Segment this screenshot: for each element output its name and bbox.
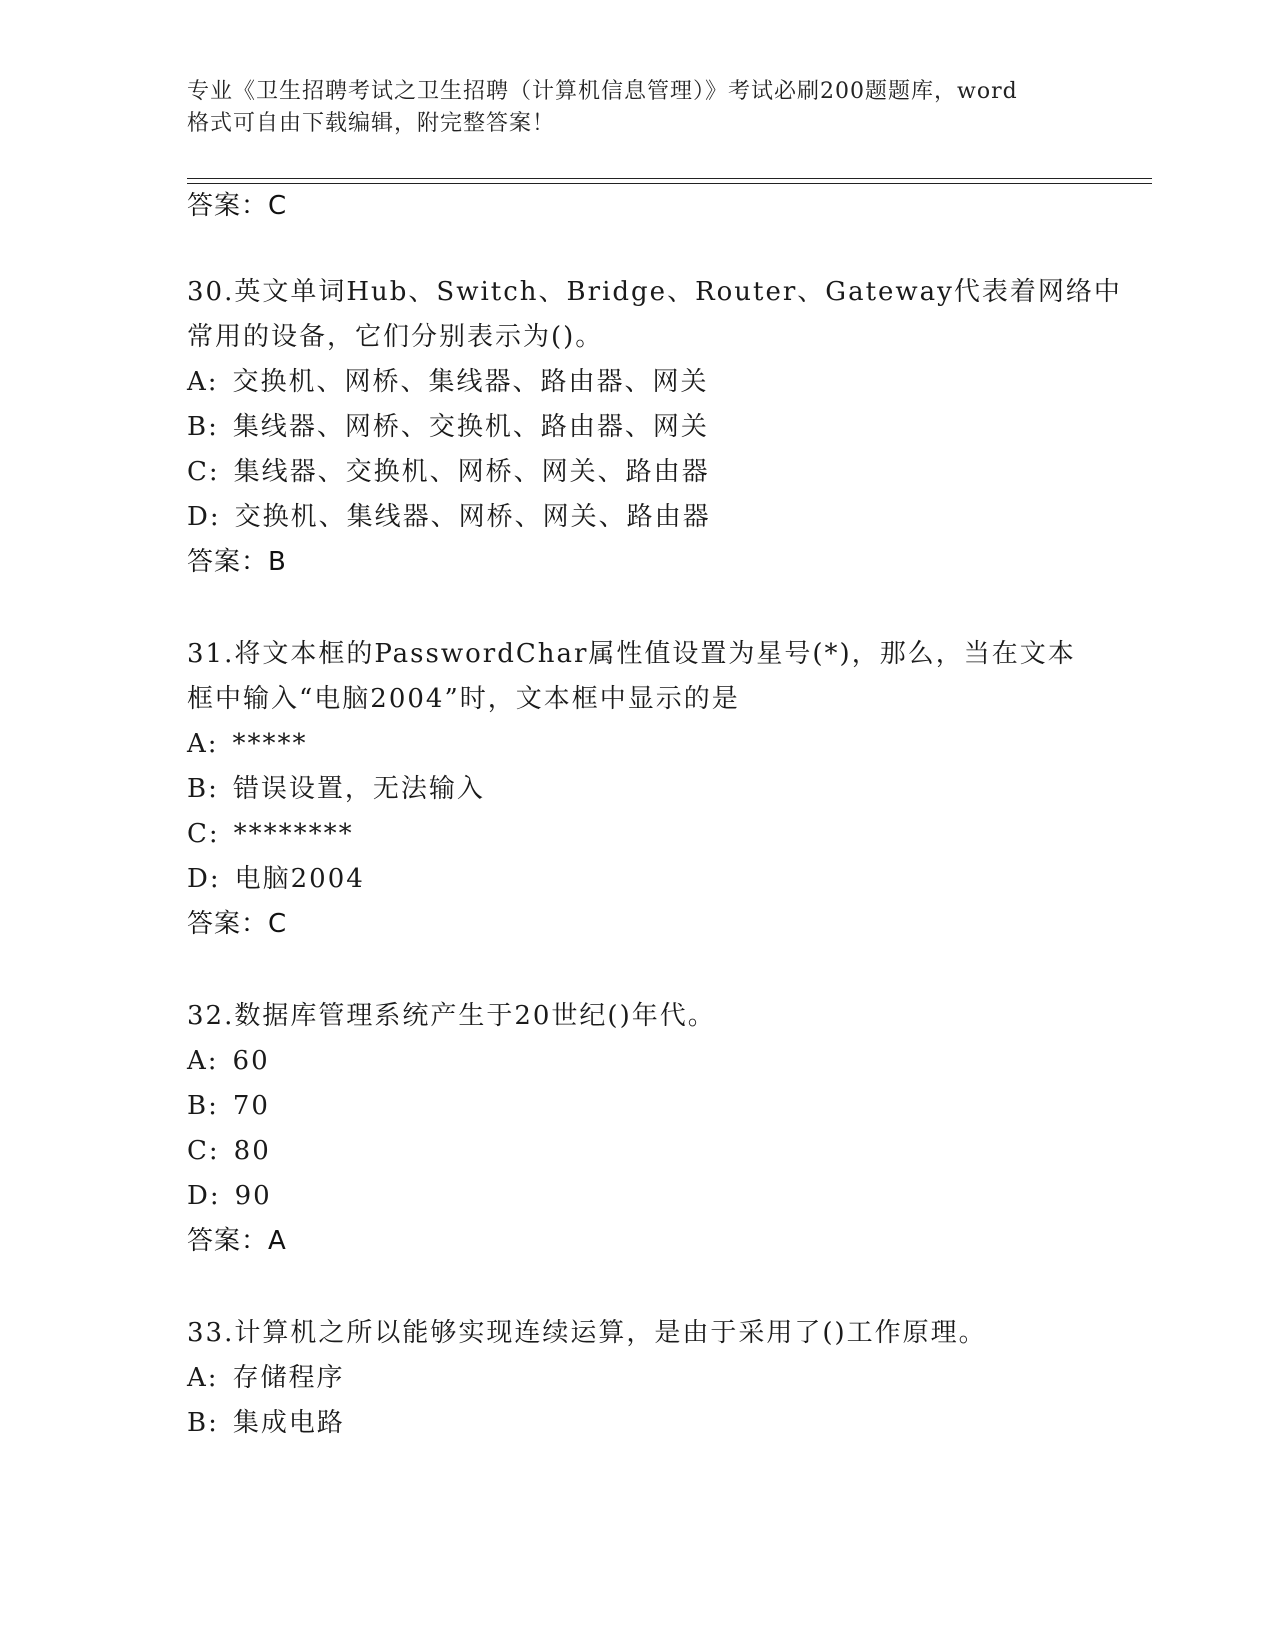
question-stem: 32.数据库管理系统产生于20世纪()年代。 — [187, 1001, 716, 1031]
option-b — [187, 767, 1087, 812]
option-text: 交换机、集线器、网桥、网关、路由器 — [234, 502, 711, 532]
header-rule-top — [187, 178, 1152, 179]
question-30 — [187, 270, 1122, 585]
option-label: B: — [187, 1091, 219, 1121]
option-text: 90 — [234, 1181, 272, 1211]
option-text: 60 — [232, 1046, 270, 1076]
option-d — [187, 1174, 1087, 1219]
answer-label: 答案：C — [187, 909, 288, 939]
option-label: D: — [187, 1181, 221, 1211]
option-b — [187, 1084, 1087, 1129]
option-a — [187, 360, 1087, 405]
option-label: C: — [187, 1136, 220, 1166]
option-label: C: — [187, 457, 220, 487]
option-label: B: — [187, 1408, 219, 1438]
option-label: A: — [187, 367, 219, 397]
option-c — [187, 450, 1087, 495]
option-a — [187, 1039, 1087, 1084]
option-d — [187, 857, 1087, 902]
option-a — [187, 1356, 1087, 1401]
option-label: D: — [187, 864, 221, 894]
option-label: B: — [187, 774, 219, 804]
header-line-2: 格式可自由下载编辑，附完整答案！ — [187, 111, 556, 136]
answer-label: 答案：B — [187, 547, 287, 577]
option-label: B: — [187, 412, 219, 442]
option-label: A: — [187, 1363, 219, 1393]
option-a — [187, 722, 1087, 767]
question-31 — [187, 632, 1087, 947]
option-text: 集线器、交换机、网桥、网关、路由器 — [233, 457, 710, 487]
option-label: C: — [187, 819, 220, 849]
option-text: 集线器、网桥、交换机、路由器、网关 — [232, 412, 709, 442]
option-text: 集成电路 — [232, 1408, 345, 1438]
option-label: A: — [187, 729, 219, 759]
option-text: 存储程序 — [232, 1363, 345, 1393]
question-stem: 常用的设备，它们分别表示为()。 — [187, 322, 604, 352]
document-header — [187, 76, 1087, 140]
option-c — [187, 1129, 1087, 1174]
question-stem: 33.计算机之所以能够实现连续运算，是由于采用了()工作原理。 — [187, 1318, 987, 1348]
answer-label: 答案：A — [187, 1226, 287, 1256]
option-text: 交换机、网桥、集线器、路由器、网关 — [232, 367, 709, 397]
header-line-1: 专业《卫生招聘考试之卫生招聘（计算机信息管理）》考试必刷200题题库，word — [187, 79, 1018, 104]
option-d — [187, 495, 1087, 540]
answer-label: 答案：C — [187, 191, 288, 221]
option-c — [187, 812, 1087, 857]
question-32 — [187, 994, 1087, 1264]
option-text: 电脑2004 — [234, 864, 365, 894]
option-text: 错误设置，无法输入 — [232, 774, 485, 804]
option-b — [187, 405, 1087, 450]
question-stem: 31.将文本框的PasswordChar属性值设置为星号(*)，那么，当在文本 — [187, 639, 1076, 669]
question-33 — [187, 1311, 1087, 1446]
prev-answer-block — [187, 184, 1087, 229]
option-label: D: — [187, 502, 221, 532]
option-b — [187, 1401, 1087, 1446]
question-stem: 框中输入“电脑2004”时，文本框中显示的是 — [187, 684, 740, 714]
option-label: A: — [187, 1046, 219, 1076]
question-stem: 30.英文单词Hub、Switch、Bridge、Router、Gateway代表着网络中 — [187, 277, 1122, 307]
option-text: 80 — [233, 1136, 271, 1166]
option-text: ***** — [232, 729, 308, 759]
option-text: ******** — [233, 819, 354, 849]
option-text: 70 — [232, 1091, 270, 1121]
